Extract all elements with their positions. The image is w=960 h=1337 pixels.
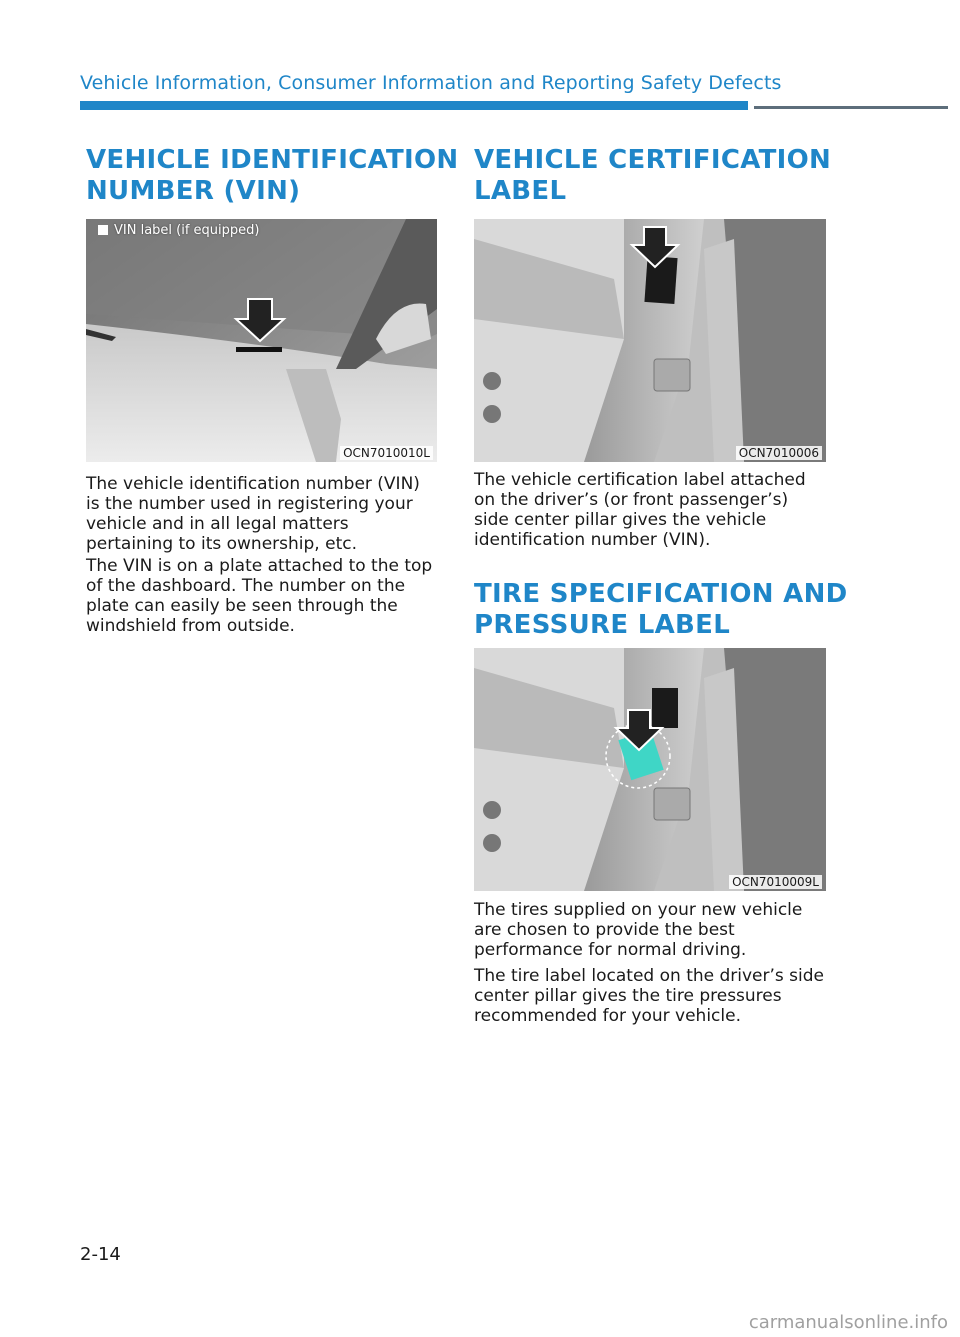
header-title: Vehicle Information, Consumer Information and Reporting Safety Defects [80,72,782,94]
vin-illustration [86,219,437,462]
header-rule-secondary [754,106,948,109]
vin-paragraph-1: The vehicle identification number (VIN) is the number used in registering your vehicle and in all legal matters pertaining to its ownership, etc. [86,474,420,554]
tire-title-line2: PRESSURE LABEL [474,610,731,640]
certification-figure-code: OCN7010006 [736,446,822,460]
tire-paragraph-1: The tires supplied on your new vehicle are chosen to provide the best performance for normal driving. [474,900,803,960]
vin-section-title [86,145,458,207]
header-rule [80,101,748,110]
certification-section-title [474,145,831,207]
certification-title-line2: LABEL [474,176,567,206]
vin-figure-code: OCN7010010L [340,446,433,460]
square-bullet-icon [98,225,108,235]
vin-figure [86,219,437,462]
tire-section-title [474,579,848,641]
vin-title-line1: VEHICLE IDENTIFICATION [86,145,459,175]
certification-illustration [474,219,826,462]
certification-figure [474,219,826,462]
vin-caption-text: VIN label (if equipped) [114,223,260,238]
page-number: 2-14 [80,1244,121,1265]
vin-paragraph-2: The VIN is on a plate attached to the top of the dashboard. The number on the plate can easily be seen through the windshield from outside. [86,556,433,636]
tire-title-line1: TIRE SPECIFICATION AND [474,579,848,609]
tire-illustration [474,648,826,891]
tire-figure [474,648,826,891]
vin-title-line2: NUMBER (VIN) [86,176,301,206]
tire-paragraph-2: The tire label located on the driver’s side center pillar gives the tire pressures recommended for your vehicle. [474,966,825,1026]
certification-paragraph-1: The vehicle certification label attached on the driver’s (or front passenger’s) side center pillar gives the vehicle identification number (VIN). [474,470,806,550]
watermark: carmanualsonline.info [748,1312,948,1333]
certification-title-line1: VEHICLE CERTIFICATION [474,145,832,175]
vin-figure-caption [98,223,259,238]
tire-figure-code: OCN7010009L [729,875,822,889]
